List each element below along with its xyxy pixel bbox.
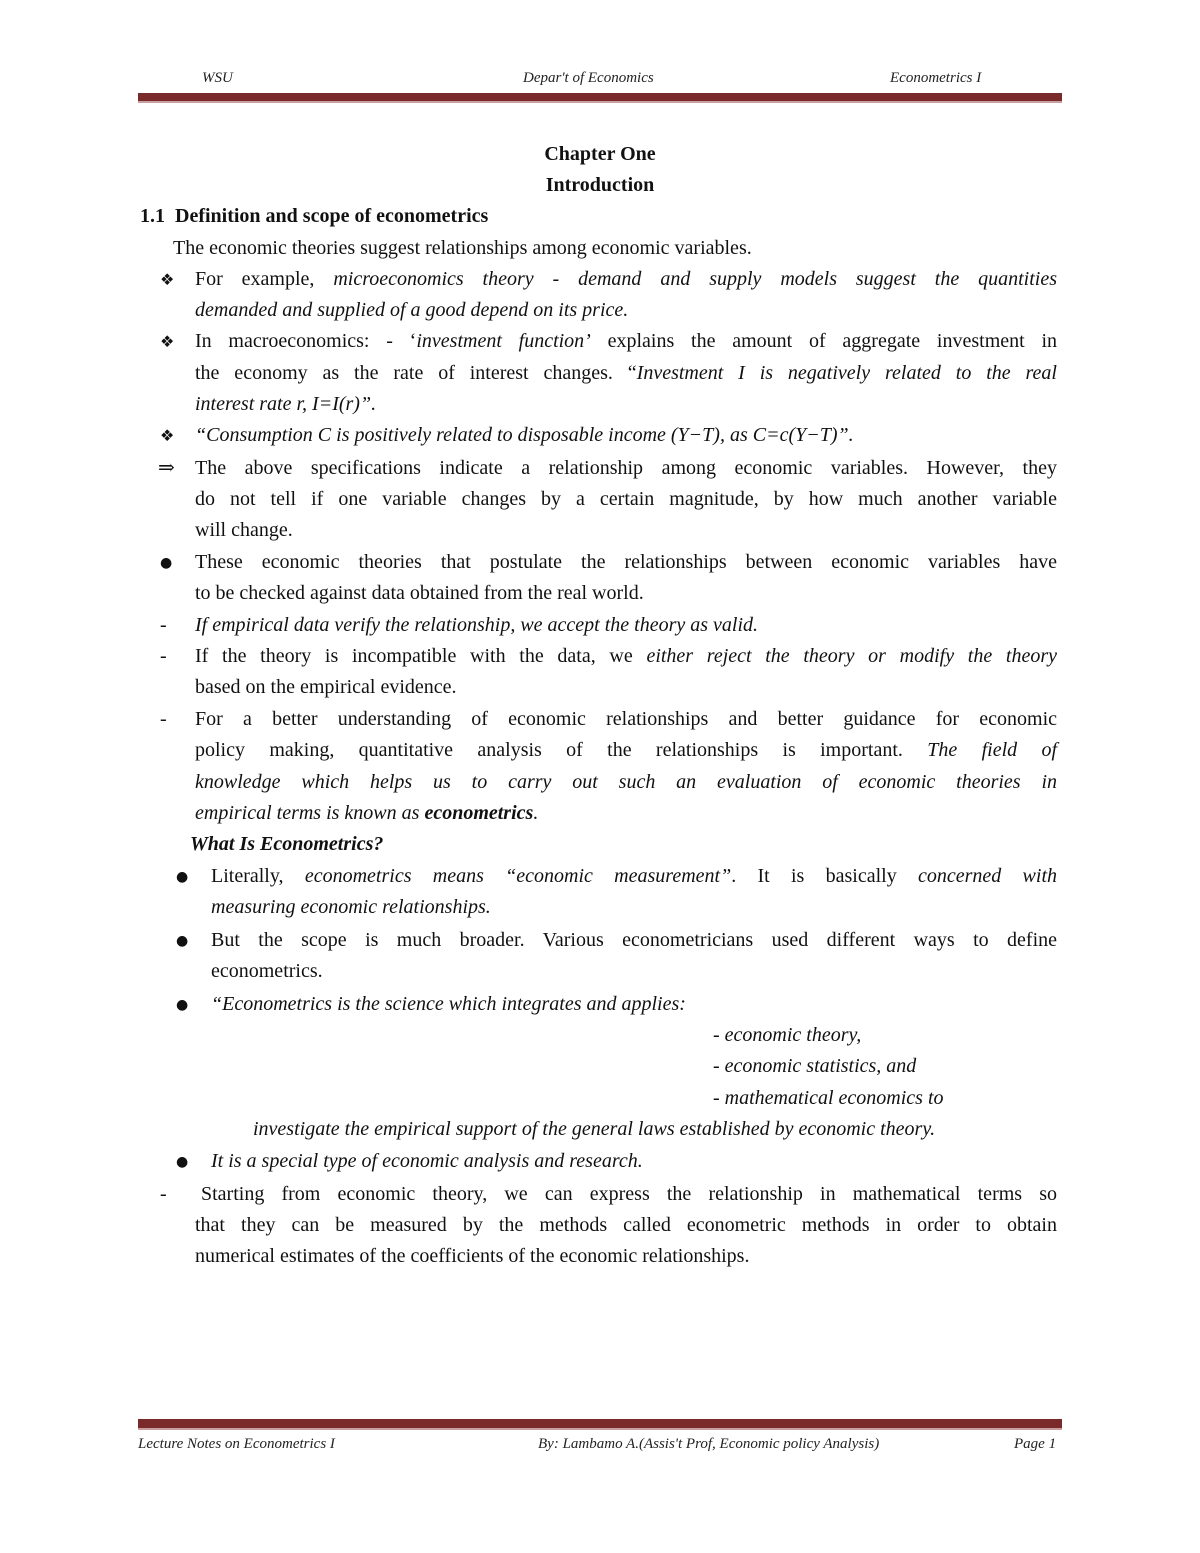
list-item: “Econometrics is the science which integrates and applies: bbox=[211, 993, 686, 1015]
list-item: Starting from economic theory, we can express the relationship in mathematical terms so bbox=[201, 1183, 1057, 1205]
header-rule-thin bbox=[138, 101, 1062, 103]
sub-list-item: - mathematical economics to bbox=[713, 1087, 944, 1109]
list-item-continuation: empirical terms is known as econometrics. bbox=[195, 802, 539, 824]
list-item-continuation: the economy as the rate of interest changes. “Investment I is negatively related to the real bbox=[195, 362, 1057, 384]
diamond-bullet-icon: ❖ bbox=[160, 332, 175, 351]
implies-arrow-icon: ⇒ bbox=[158, 457, 175, 479]
bullet-icon: ● bbox=[176, 997, 189, 1013]
list-item-continuation: will change. bbox=[195, 519, 293, 541]
list-item: “Consumption C is positively related to disposable income (Y−T), as C=c(Y−T)”. bbox=[195, 424, 854, 446]
bullet-icon: ● bbox=[176, 869, 189, 885]
list-item: If the theory is incompatible with the data, we either reject the theory or modify the theory bbox=[195, 645, 1057, 667]
header-department: Depar't of Economics bbox=[523, 70, 654, 86]
intro-paragraph: The economic theories suggest relationships among economic variables. bbox=[173, 237, 752, 259]
footer-rule bbox=[138, 1419, 1062, 1428]
list-item: The above specifications indicate a relationship among economic variables. However, they bbox=[195, 457, 1057, 479]
list-item: Literally, econometrics means “economic measurement”. It is basically concerned with bbox=[211, 865, 1057, 887]
list-item: If empirical data verify the relationship, we accept the theory as valid. bbox=[195, 614, 759, 636]
footer-author: By: Lambamo A.(Assis't Prof, Economic policy Analysis) bbox=[538, 1436, 880, 1452]
bullet-icon: ● bbox=[176, 1154, 189, 1170]
list-item: In macroeconomics: - ‘investment function’ explains the amount of aggregate investment in bbox=[195, 330, 1058, 352]
list-item-continuation: to be checked against data obtained from the real world. bbox=[195, 582, 644, 604]
list-item: It is a special type of economic analysis and research. bbox=[211, 1150, 643, 1172]
diamond-bullet-icon: ❖ bbox=[160, 426, 175, 445]
bullet-icon: ● bbox=[176, 933, 189, 949]
header-rule bbox=[138, 93, 1062, 101]
list-item-continuation: policy making, quantitative analysis of the relationships is important. The field of bbox=[195, 739, 1058, 761]
list-item: For example, microeconomics theory - demand and supply models suggest the quantities bbox=[195, 268, 1057, 290]
dash-marker: - bbox=[160, 645, 167, 667]
bullet-icon: ● bbox=[160, 555, 173, 571]
chapter-subtitle: Introduction bbox=[545, 174, 655, 196]
list-item-continuation: econometrics. bbox=[211, 960, 323, 982]
list-item: These economic theories that postulate the relationships between economic variables have bbox=[195, 551, 1057, 573]
list-item-continuation: that they can be measured by the methods called econometric methods in order to obtain bbox=[195, 1214, 1057, 1236]
sub-list-item: - economic statistics, and bbox=[713, 1055, 917, 1077]
subheading: What Is Econometrics? bbox=[190, 833, 384, 855]
list-item-continuation: do not tell if one variable changes by a certain magnitude, by how much another variable bbox=[195, 488, 1057, 510]
section-title: Definition and scope of econometrics bbox=[175, 205, 489, 227]
sub-list-item: - economic theory, bbox=[713, 1024, 862, 1046]
footer-page-number: Page 1 bbox=[1014, 1436, 1057, 1452]
section-heading bbox=[140, 204, 488, 228]
list-item: For a better understanding of economic relationships and better guidance for economic bbox=[195, 708, 1057, 730]
dash-marker: - bbox=[160, 708, 167, 730]
diamond-bullet-icon: ❖ bbox=[160, 270, 175, 289]
dash-marker: - bbox=[160, 1183, 167, 1205]
list-item-continuation: demanded and supplied of a good depend on its price. bbox=[195, 299, 629, 321]
dash-marker: - bbox=[160, 614, 167, 636]
footer-title: Lecture Notes on Econometrics I bbox=[138, 1436, 335, 1452]
footer-rule-thin bbox=[138, 1428, 1062, 1430]
list-item-continuation: interest rate r, I=I(r)”. bbox=[195, 393, 377, 415]
section-number: 1.1 bbox=[140, 205, 165, 227]
list-item-continuation: knowledge which helps us to carry out such an evaluation of economic theories in bbox=[195, 771, 1057, 793]
list-item-continuation: numerical estimates of the coefficients of the economic relationships. bbox=[195, 1245, 750, 1267]
header-course: Econometrics I bbox=[890, 70, 982, 86]
list-item-continuation: based on the empirical evidence. bbox=[195, 676, 457, 698]
list-item-continuation: measuring economic relationships. bbox=[211, 896, 491, 918]
chapter-title: Chapter One bbox=[544, 143, 656, 165]
header-institution: WSU bbox=[202, 70, 233, 86]
list-item: But the scope is much broader. Various econometricians used different ways to define bbox=[211, 929, 1057, 951]
list-item-continuation: investigate the empirical support of the general laws established by economic theory. bbox=[253, 1118, 936, 1140]
